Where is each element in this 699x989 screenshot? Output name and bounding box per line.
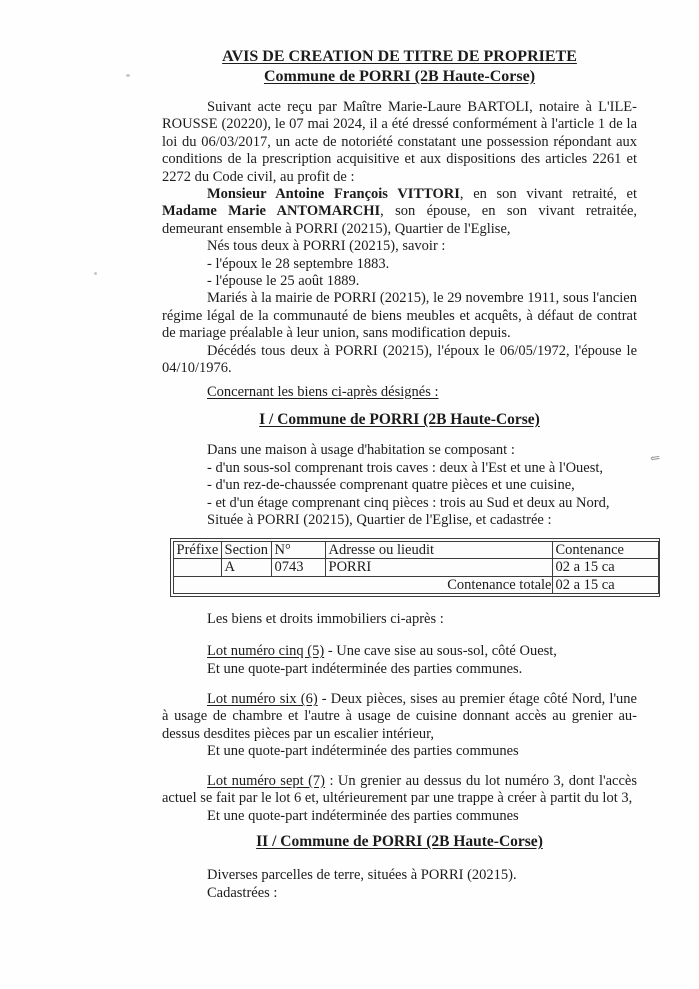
lot-5-text: - Une cave sise au sous-sol, côté Ouest, <box>324 643 557 660</box>
owner-wife-name: Madame Marie ANTOMARCHI <box>162 203 381 220</box>
document-body <box>162 0 637 902</box>
cell-adresse: PORRI <box>325 559 552 577</box>
house-line-basement: - d'un sous-sol comprenant trois caves : deux à l'Est et une à l'Ouest, <box>207 459 604 476</box>
lot-5-paragraph <box>162 643 637 660</box>
lot-7-paragraph <box>162 773 637 808</box>
section-1-heading: I / Commune de PORRI (2B Haute-Corse) <box>259 410 540 428</box>
cell-numero: 0743 <box>271 559 325 577</box>
intro-paragraph: Suivant acte reçu par Maître Marie-Laure BARTOLI, notaire à L'ILE-ROUSSE (20220), le 07 mai 2024, il a été dressé conformément à l'article 1 de la loi du 06/03/2017, un acte de notoriété constatant une possession répondant aux conditions de la prescription acquisitive et aux dispositions des articles 2261 et 2272 du Code civil, au profit de : <box>162 99 637 185</box>
lot-6-text: - Deux pièces, sises au premier étage côté Nord, l'une à usage de chambre et l'autre à usage de cuisine donnant accès au grenier au-dessus desdites pièces par un escalier intérieur, <box>162 691 637 742</box>
owners-tail-text: , son épouse, en son vivant retraitée, demeurant ensemble à PORRI (20215), Quartier de l'Eglise, <box>162 203 638 237</box>
lot-5-label: Lot numéro cinq (5) <box>207 643 325 660</box>
cadastre-header-row <box>173 541 658 559</box>
cell-prefixe <box>173 559 221 577</box>
birth-wife-line: - l'épouse le 25 août 1889. <box>207 273 360 290</box>
cadastre-table-border <box>170 538 660 597</box>
cell-section: A <box>221 559 271 577</box>
owners-paragraph <box>162 186 637 238</box>
lot-7-label: Lot numéro sept (7) <box>207 772 326 789</box>
house-line-location: Située à PORRI (20215), Quartier de l'Eglise, et cadastrée : <box>207 511 552 528</box>
lot-6-paragraph <box>162 691 637 743</box>
cell-contenance: 02 a 15 ca <box>552 559 658 577</box>
parcels-line-1: Diverses parcelles de terre, situées à PORRI (20215). <box>207 867 517 884</box>
house-line-first-floor: - et d'un étage comprenant cinq pièces : trois au Sud et deux au Nord, <box>207 494 610 511</box>
total-value-cell: 02 a 15 ca <box>552 576 658 594</box>
cadastre-table <box>173 541 659 595</box>
parcels-line-2: Cadastrées : <box>207 884 278 901</box>
scan-speck-artifact <box>126 74 130 77</box>
house-line-1: Dans une maison à usage d'habitation se composant : <box>207 442 515 459</box>
header-section: Section <box>221 541 271 559</box>
goods-intro-line: Les biens et droits immobiliers ci-après : <box>207 610 444 627</box>
birth-husband-line: - l'époux le 28 septembre 1883. <box>207 255 390 272</box>
marriage-paragraph: Mariés à la mairie de PORRI (20215), le 29 novembre 1911, sous l'ancien régime légal de la communauté de biens meubles et acquêts, à défaut de contrat de mariage préalable à leur union, sans modification depuis. <box>162 290 637 342</box>
cadastre-total-row <box>173 576 658 594</box>
owner-husband-name: Monsieur Antoine François VITTORI <box>207 186 460 203</box>
lot-7-common-line: Et une quote-part indéterminée des parties communes <box>207 807 519 824</box>
scan-speck-artifact <box>94 272 97 275</box>
header-adresse: Adresse ou lieudit <box>325 541 552 559</box>
concerning-line <box>207 384 637 401</box>
section-2-heading: II / Commune de PORRI (2B Haute-Corse) <box>256 832 543 850</box>
total-label-cell: Contenance totale <box>173 576 552 594</box>
cadastre-data-row <box>173 559 658 577</box>
document-header <box>162 0 637 87</box>
concerning-text: Concernant les biens ci-après désignés : <box>207 383 439 400</box>
header-prefixe: Préfixe <box>173 541 221 559</box>
death-paragraph: Décédés tous deux à PORRI (20215), l'époux le 06/05/1972, l'épouse le 04/10/1976. <box>162 342 637 377</box>
document-title: AVIS DE CREATION DE TITRE DE PROPRIETE <box>222 48 577 65</box>
scan-smudge-artifact: ⇐ <box>649 450 661 466</box>
lot-7-text: : Un grenier au dessus du lot numéro 3, dont l'accès actuel se fait par le lot 6 et, ultérieurement par une trappe à créer à partit du lot 3, <box>162 772 637 807</box>
lot-6-label: Lot numéro six (6) <box>207 691 318 708</box>
header-contenance: Contenance <box>552 541 658 559</box>
house-line-ground-floor: - d'un rez-de-chaussée comprenant quatre pièces et une cuisine, <box>207 477 575 494</box>
owners-mid-text: , en son vivant retraité, et <box>459 186 637 203</box>
header-numero: N° <box>271 541 325 559</box>
births-intro-line: Nés tous deux à PORRI (20215), savoir : <box>207 238 446 255</box>
lot-6-common-line: Et une quote-part indéterminée des parties communes <box>207 743 519 760</box>
house-description <box>162 442 637 529</box>
parcels-block <box>162 867 637 902</box>
lot-5-common-line: Et une quote-part indéterminée des parties communes. <box>207 660 523 677</box>
document-subtitle: Commune de PORRI (2B Haute-Corse) <box>263 68 536 85</box>
